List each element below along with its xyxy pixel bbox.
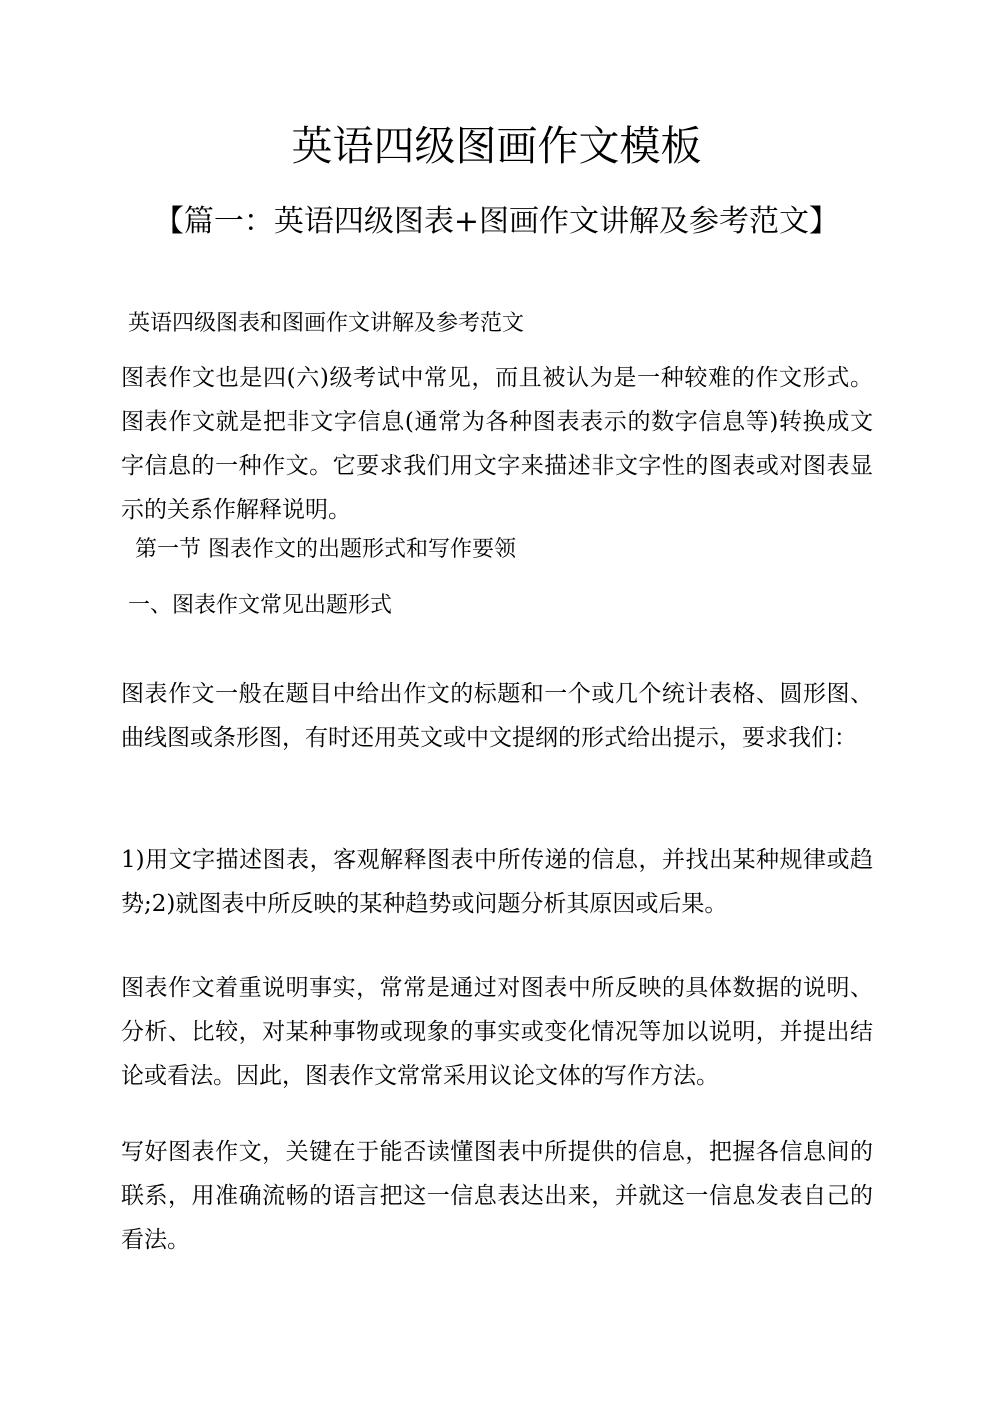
section-heading: 英语四级图表和图画作文讲解及参考范文: [128, 311, 525, 336]
document-subtitle: 【篇一：英语四级图表+图画作文讲解及参考范文】: [153, 204, 840, 239]
facts-paragraph: 图表作文着重说明事实，常常是通过对图表中所反映的具体数据的说明、分析、比较，对某种事物或现象的事实或变化情况等加以说明，并提出结论或看法。因此，图表作文常常采用议论文体的写作方法。: [121, 975, 873, 1089]
document-title: 英语四级图画作文模板: [291, 122, 702, 170]
sub-heading: 一、图表作文常见出题形式: [128, 593, 393, 618]
chapter-heading: 第一节 图表作文的出题形式和写作要领: [135, 537, 516, 562]
intro-paragraph: 图表作文也是四(六)级考试中常见，而且被认为是一种较难的作文形式。图表作文就是把非文字信息(通常为各种图表表示的数字信息等)转换成文字信息的一种作文。它要求我们用文字来描述非文字性的图表或对图表显示的关系作解释说明。: [121, 365, 873, 523]
requirements-paragraph: 1)用文字描述图表，客观解释图表中所传递的信息，并找出某种规律或趋势;2)就图表中所反映的某种趋势或问题分析其原因或后果。: [121, 847, 873, 917]
keys-paragraph: 写好图表作文，关键在于能否读懂图表中所提供的信息，把握各信息间的联系，用准确流畅的语言把这一信息表达出来，并就这一信息发表自己的看法。: [121, 1139, 873, 1253]
forms-paragraph: 图表作文一般在题目中给出作文的标题和一个或几个统计表格、圆形图、曲线图或条形图，有时还用英文或中文提纲的形式给出提示，要求我们：: [121, 681, 873, 751]
